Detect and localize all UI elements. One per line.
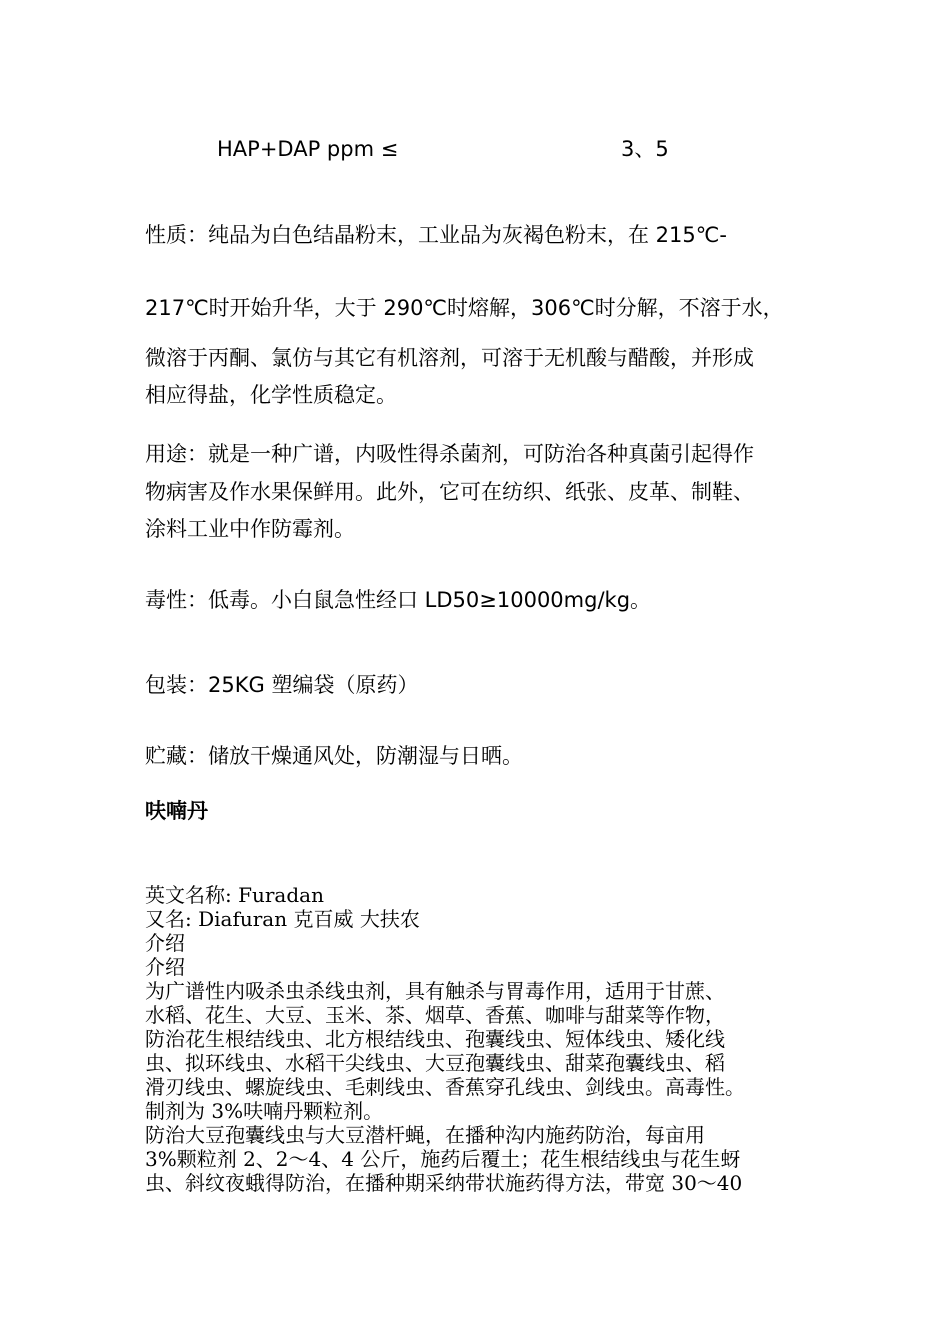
packaging-line: 包装：25KG 塑编袋（原药） — [145, 673, 419, 697]
desc-line: 水稻、花生、大豆、玉米、茶、烟草、香蕉、咖啡与甜菜等作物， — [145, 1003, 725, 1027]
usage-line-1: 用途：就是一种广谱，内吸性得杀菌剂，可防治各种真菌引起得作 — [145, 442, 754, 466]
usage-line-2: 物病害及作水果保鲜用。此外，它可在纺织、纸张、皮革、制鞋、 — [145, 480, 754, 504]
desc-line: 防治大豆孢囊线虫与大豆潜杆蝇，在播种沟内施药防治，每亩用 — [145, 1123, 705, 1147]
spec-label: HAP+DAP ppm ≤ — [217, 137, 399, 161]
properties-line-2: 217℃时开始升华，大于 290℃时熔解，306℃时分解，不溶于水， — [145, 296, 784, 320]
desc-line: 防治花生根结线虫、北方根结线虫、孢囊线虫、短体线虫、矮化线 — [145, 1027, 725, 1051]
toxicity-line: 毒性：低毒。小白鼠急性经口 LD50≥10000mg/kg。 — [145, 588, 652, 612]
desc-line: 为广谱性内吸杀虫杀线虫剂，具有触杀与胃毒作用，适用于甘蔗、 — [145, 979, 725, 1003]
intro-heading: 介绍 — [145, 955, 185, 979]
desc-line: 制剂为 3%呋喃丹颗粒剂。 — [145, 1099, 384, 1123]
usage-line-3: 涂料工业中作防霉剂。 — [145, 517, 355, 541]
section-title: 呋喃丹 — [145, 799, 208, 823]
spec-value: 3、5 — [621, 137, 669, 161]
desc-line: 虫、斜纹夜蛾得防治，在播种期采纳带状施药得方法，带宽 30～40 — [145, 1171, 743, 1195]
english-name: 英文名称: Furadan — [145, 883, 324, 907]
properties-line-4: 相应得盐，化学性质稳定。 — [145, 383, 397, 407]
desc-line: 虫、拟环线虫、水稻干尖线虫、大豆孢囊线虫、甜菜孢囊线虫、稻 — [145, 1051, 725, 1075]
storage-line: 贮藏：储放干燥通风处，防潮湿与日晒。 — [145, 744, 523, 768]
intro-heading: 介绍 — [145, 931, 185, 955]
desc-line: 3%颗粒剂 2、2～4、4 公斤，施药后覆土；花生根结线虫与花生蚜 — [145, 1147, 741, 1171]
furadan-block — [145, 883, 745, 1195]
alias: 又名: Diafuran 克百威 大扶农 — [145, 907, 420, 931]
properties-line-1: 性质：纯品为白色结晶粉末，工业品为灰褐色粉末，在 215℃- — [145, 223, 727, 247]
properties-line-3: 微溶于丙酮、氯仿与其它有机溶剂，可溶于无机酸与醋酸，并形成 — [145, 346, 754, 370]
desc-line: 滑刃线虫、螺旋线虫、毛刺线虫、香蕉穿孔线虫、剑线虫。高毒性。 — [145, 1075, 745, 1099]
